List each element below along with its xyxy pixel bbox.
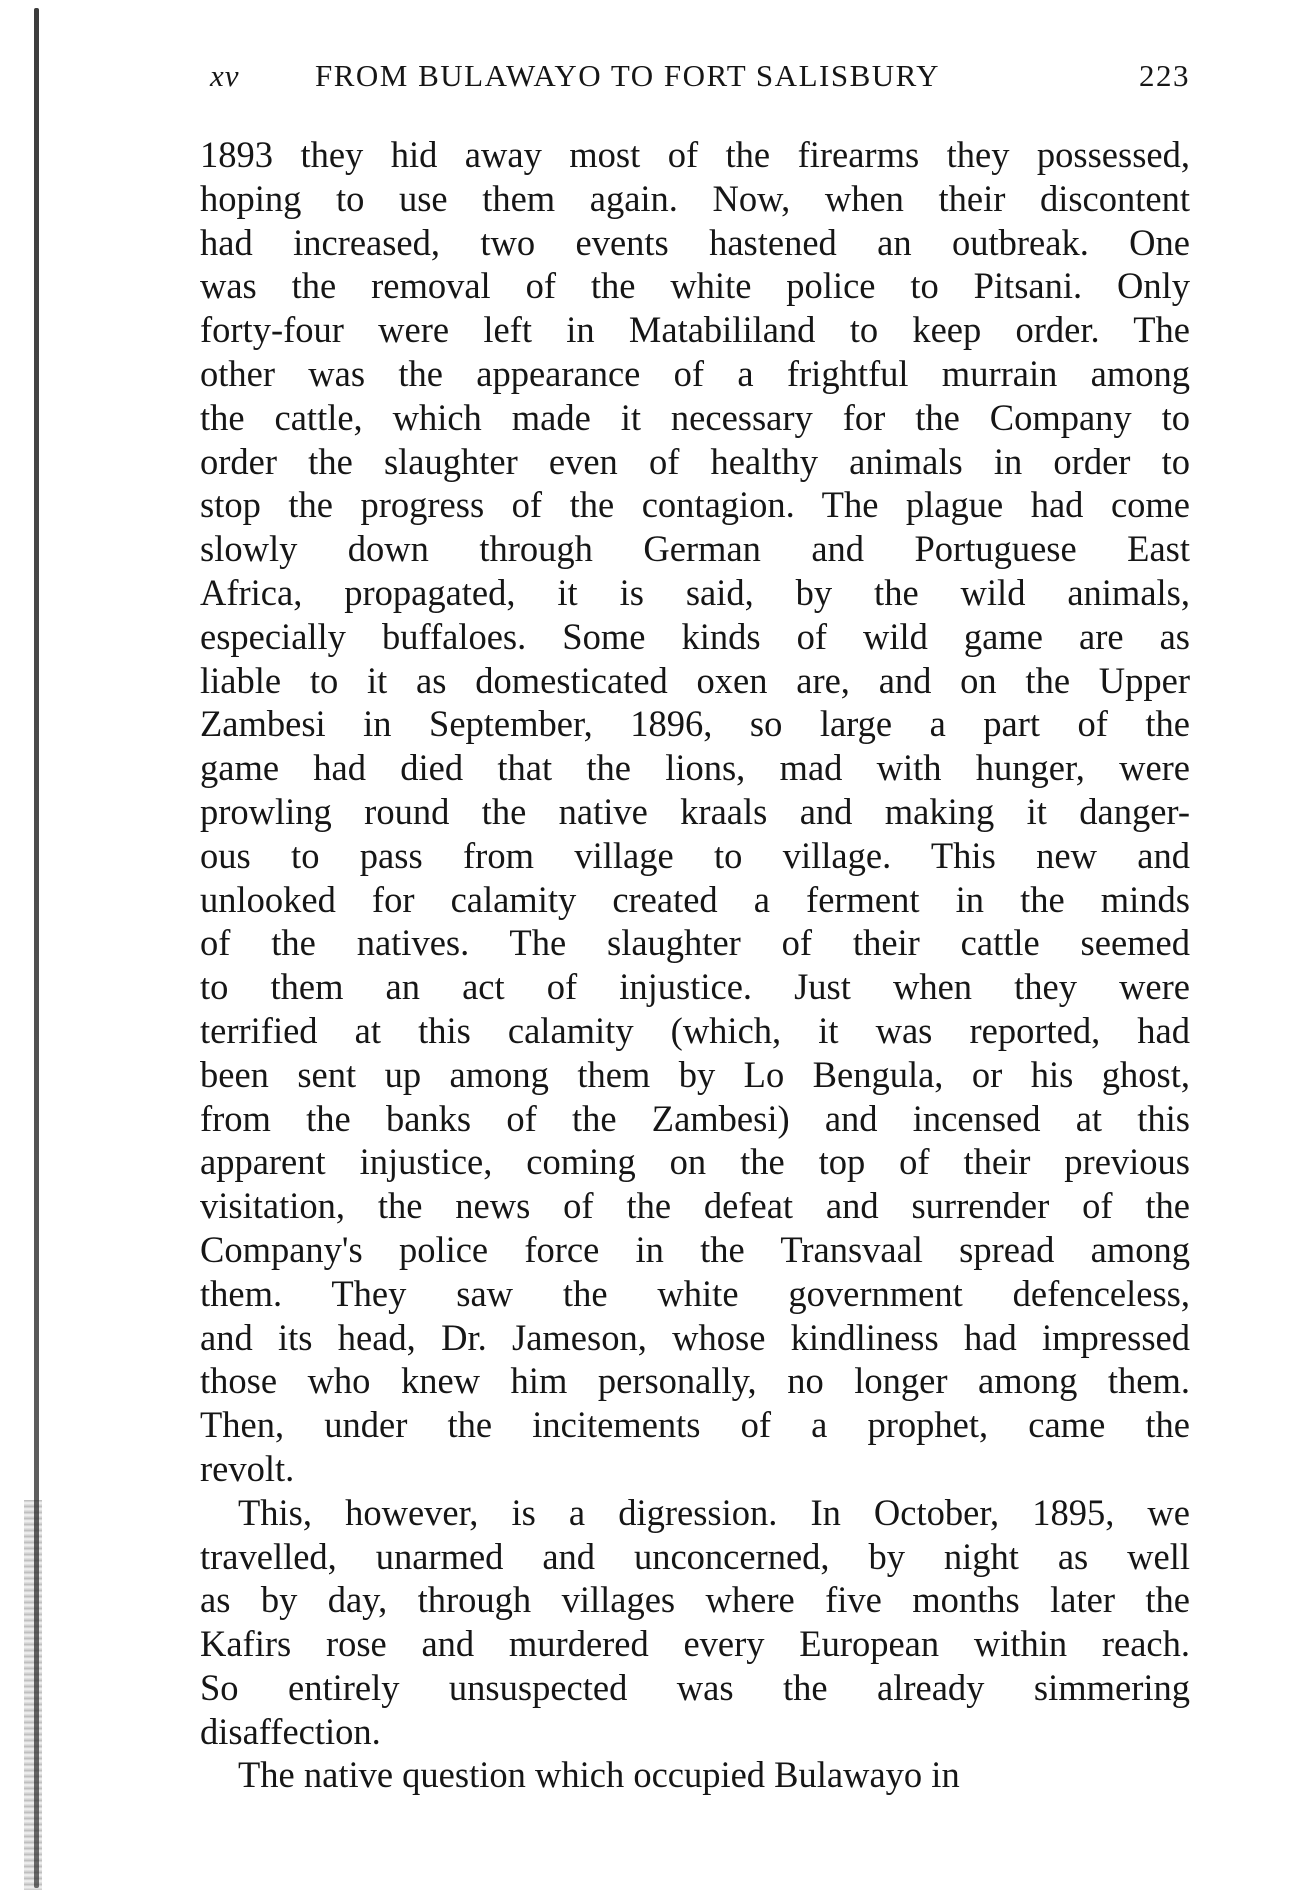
- text-line: been sent up among them by Lo Bengula, or his ghost,: [200, 1053, 1190, 1095]
- body-text: [200, 133, 1190, 1797]
- text-line: visitation, the news of the defeat and surrender of the: [200, 1185, 1190, 1227]
- text-line: prowling round the native kraals and making it danger-: [200, 790, 1190, 832]
- page-binding-shadow: [24, 1500, 42, 1890]
- text-line: terrified at this calamity (which, it was reported, had: [200, 1009, 1190, 1051]
- text-line: to them an act of injustice. Just when they were: [200, 966, 1190, 1008]
- text-line: Zambesi in September, 1896, so large a part of the: [200, 703, 1190, 745]
- text-line: those who knew him personally, no longer among them.: [200, 1360, 1190, 1402]
- text-line: had increased, two events hastened an outbreak. One: [200, 221, 1190, 263]
- text-line: order the slaughter even of healthy animals in order to: [200, 440, 1190, 482]
- paragraph: [200, 1491, 1190, 1754]
- paragraph: [200, 133, 1190, 1491]
- text-line: travelled, unarmed and unconcerned, by night as well: [200, 1535, 1190, 1577]
- page-number: 223: [1139, 58, 1190, 93]
- text-line: revolt.: [200, 1447, 295, 1489]
- text-line: other was the appearance of a frightful murrain among: [200, 352, 1190, 394]
- chapter-number: xv: [210, 58, 240, 93]
- text-line: 1893 they hid away most of the firearms they possessed,: [200, 134, 1190, 175]
- text-line: slowly down through German and Portuguese East: [200, 528, 1190, 570]
- text-line: ous to pass from village to village. This new and: [200, 834, 1190, 876]
- text-line: of the natives. The slaughter of their cattle seemed: [200, 922, 1190, 964]
- text-line: Kafirs rose and murdered every European within reach.: [200, 1623, 1190, 1665]
- text-line: stop the progress of the contagion. The plague had come: [200, 484, 1190, 526]
- text-line: them. They saw the white government defenceless,: [200, 1272, 1190, 1314]
- text-line: and its head, Dr. Jameson, whose kindliness had impressed: [200, 1316, 1190, 1358]
- text-line: disaffection.: [200, 1710, 381, 1752]
- text-line: Africa, propagated, it is said, by the wild animals,: [200, 571, 1190, 613]
- text-line: hoping to use them again. Now, when their discontent: [200, 177, 1190, 219]
- text-line: Company's police force in the Transvaal spread among: [200, 1228, 1190, 1270]
- running-header: [210, 52, 1190, 102]
- text-line: apparent injustice, coming on the top of their previous: [200, 1141, 1190, 1183]
- text-line: The native question which occupied Bulawayo in: [238, 1754, 960, 1796]
- text-line: from the banks of the Zambesi) and incensed at this: [200, 1097, 1190, 1139]
- text-line: This, however, is a digression. In October, 1895, we: [238, 1491, 1190, 1533]
- text-line: especially buffaloes. Some kinds of wild game are as: [200, 615, 1190, 657]
- text-line: Then, under the incitements of a prophet, came the: [200, 1404, 1190, 1446]
- text-line: liable to it as domesticated oxen are, and on the Upper: [200, 659, 1190, 701]
- text-line: So entirely unsuspected was the already simmering: [200, 1666, 1190, 1708]
- text-line: unlooked for calamity created a ferment in the minds: [200, 878, 1190, 920]
- paragraph: [200, 1753, 1190, 1797]
- text-line: the cattle, which made it necessary for the Company to: [200, 396, 1190, 438]
- text-line: forty-four were left in Matabililand to keep order. The: [200, 309, 1190, 351]
- text-line: as by day, through villages where five months later the: [200, 1579, 1190, 1621]
- running-title: FROM BULAWAYO TO FORT SALISBURY: [315, 58, 940, 93]
- text-line: was the removal of the white police to Pitsani. Only: [200, 265, 1190, 307]
- text-line: game had died that the lions, mad with hunger, were: [200, 747, 1190, 789]
